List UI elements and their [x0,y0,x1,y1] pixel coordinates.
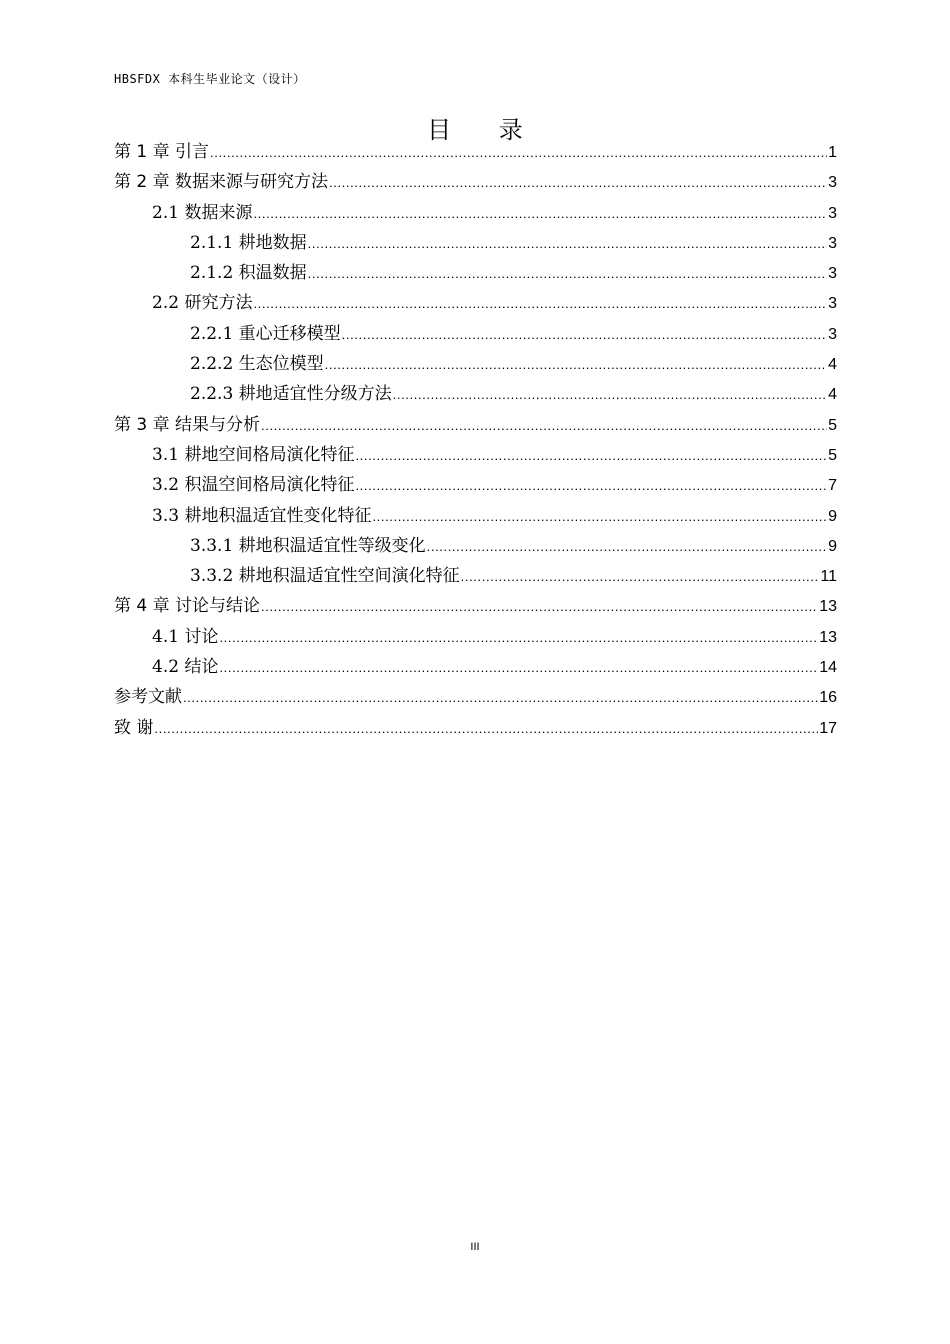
toc-entry[interactable] [114,652,837,682]
toc-entry-page: 14 [819,659,837,677]
toc-entry-page: 3 [828,265,837,283]
toc-dot-leader [308,259,827,289]
toc-entry[interactable] [114,713,837,743]
toc-entry-title: 3.3.2 耕地积温适宜性空间演化特征 [190,566,460,587]
toc-entry-page: 17 [819,719,837,737]
toc-dot-leader [325,350,827,380]
toc-entry[interactable] [114,379,837,409]
toc-entry-title: 第 3 章 结果与分析 [114,414,261,435]
toc-dot-leader [261,411,827,441]
toc-entry[interactable] [114,410,837,440]
toc-entry-page: 13 [819,598,837,616]
toc-entry-title: 第 2 章 数据来源与研究方法 [114,172,329,193]
toc-dot-leader [461,562,820,592]
toc-entry-title: 第 1 章 引言 [114,142,210,162]
toc-entry-title: 参考文献 [114,687,182,708]
toc-dot-leader [355,471,827,501]
toc-entry-page: 1 [828,144,837,161]
toc-entry[interactable] [114,561,837,591]
toc-entry-page: 9 [828,537,837,555]
running-header: HBSFDX 本科生毕业论文（设计） [114,72,306,86]
toc-dot-leader [393,380,827,410]
toc-entry[interactable] [114,682,837,712]
toc-dot-leader [210,138,827,168]
toc-entry-title: 3.3 耕地积温适宜性变化特征 [152,505,372,526]
toc-entry-page: 3 [828,295,837,313]
toc-entry-title: 2.1 数据来源 [152,202,253,223]
toc-dot-leader [154,714,818,744]
toc-dot-leader [219,623,818,653]
toc-dot-leader [427,532,827,562]
toc-entry-title: 2.2.2 生态位模型 [190,354,324,375]
toc-entry-page: 3 [828,325,837,343]
toc-entry-page: 7 [828,477,837,495]
toc-entry-page: 3 [828,174,837,192]
toc-dot-leader [183,683,818,713]
toc-entry-page: 13 [819,628,837,646]
toc-entry[interactable] [114,167,837,197]
toc-dot-leader [372,502,827,532]
toc-entry-title: 2.2.3 耕地适宜性分级方法 [190,384,392,405]
toc-entry-title: 3.3.1 耕地积温适宜性等级变化 [190,535,426,556]
toc-entry-title: 2.2 研究方法 [152,293,253,314]
toc-entry[interactable] [114,137,837,167]
toc-entry-title: 3.2 积温空间格局演化特征 [152,475,355,496]
toc-entry[interactable] [114,198,837,228]
toc-dot-leader [342,320,827,350]
toc-entry[interactable] [114,591,837,621]
toc-entry-page: 5 [828,416,837,434]
toc-entry-page: 5 [828,446,837,464]
toc-entry-page: 3 [828,204,837,222]
toc-entry[interactable] [114,622,837,652]
page-number: III [470,1241,480,1253]
toc-entry[interactable] [114,470,837,500]
toc-entry-page: 16 [819,689,837,707]
toc-entry[interactable] [114,258,837,288]
toc-dot-leader [329,168,827,198]
toc-entry-title: 2.1.2 积温数据 [190,263,307,284]
toc-dot-leader [253,199,827,229]
toc-dot-leader [261,592,818,622]
toc-entry[interactable] [114,501,837,531]
toc-entry-title: 3.1 耕地空间格局演化特征 [152,444,355,465]
toc-entry-title: 4.1 讨论 [152,626,219,647]
toc-entry-title: 2.2.1 重心迁移模型 [190,323,341,344]
toc-dot-leader [355,441,827,471]
toc-dot-leader [308,229,827,259]
toc-entry-title: 2.1.1 耕地数据 [190,232,307,253]
toc-dot-leader [253,289,827,319]
toc-entry-page: 3 [828,234,837,252]
toc-entry[interactable] [114,531,837,561]
toc-dot-leader [219,653,818,683]
table-of-contents [114,137,837,743]
toc-entry[interactable] [114,440,837,470]
toc-entry-page: 4 [828,386,837,404]
toc-entry-page: 11 [820,568,837,586]
toc-entry-title: 4.2 结论 [152,657,219,678]
toc-entry-title: 第 4 章 讨论与结论 [114,596,261,617]
page-title: 目 录 [427,116,543,144]
toc-entry[interactable] [114,288,837,318]
toc-entry-page: 9 [828,507,837,525]
toc-entry[interactable] [114,319,837,349]
toc-entry-title: 致 谢 [114,717,154,738]
toc-entry[interactable] [114,228,837,258]
toc-entry[interactable] [114,349,837,379]
toc-entry-page: 4 [828,356,837,374]
